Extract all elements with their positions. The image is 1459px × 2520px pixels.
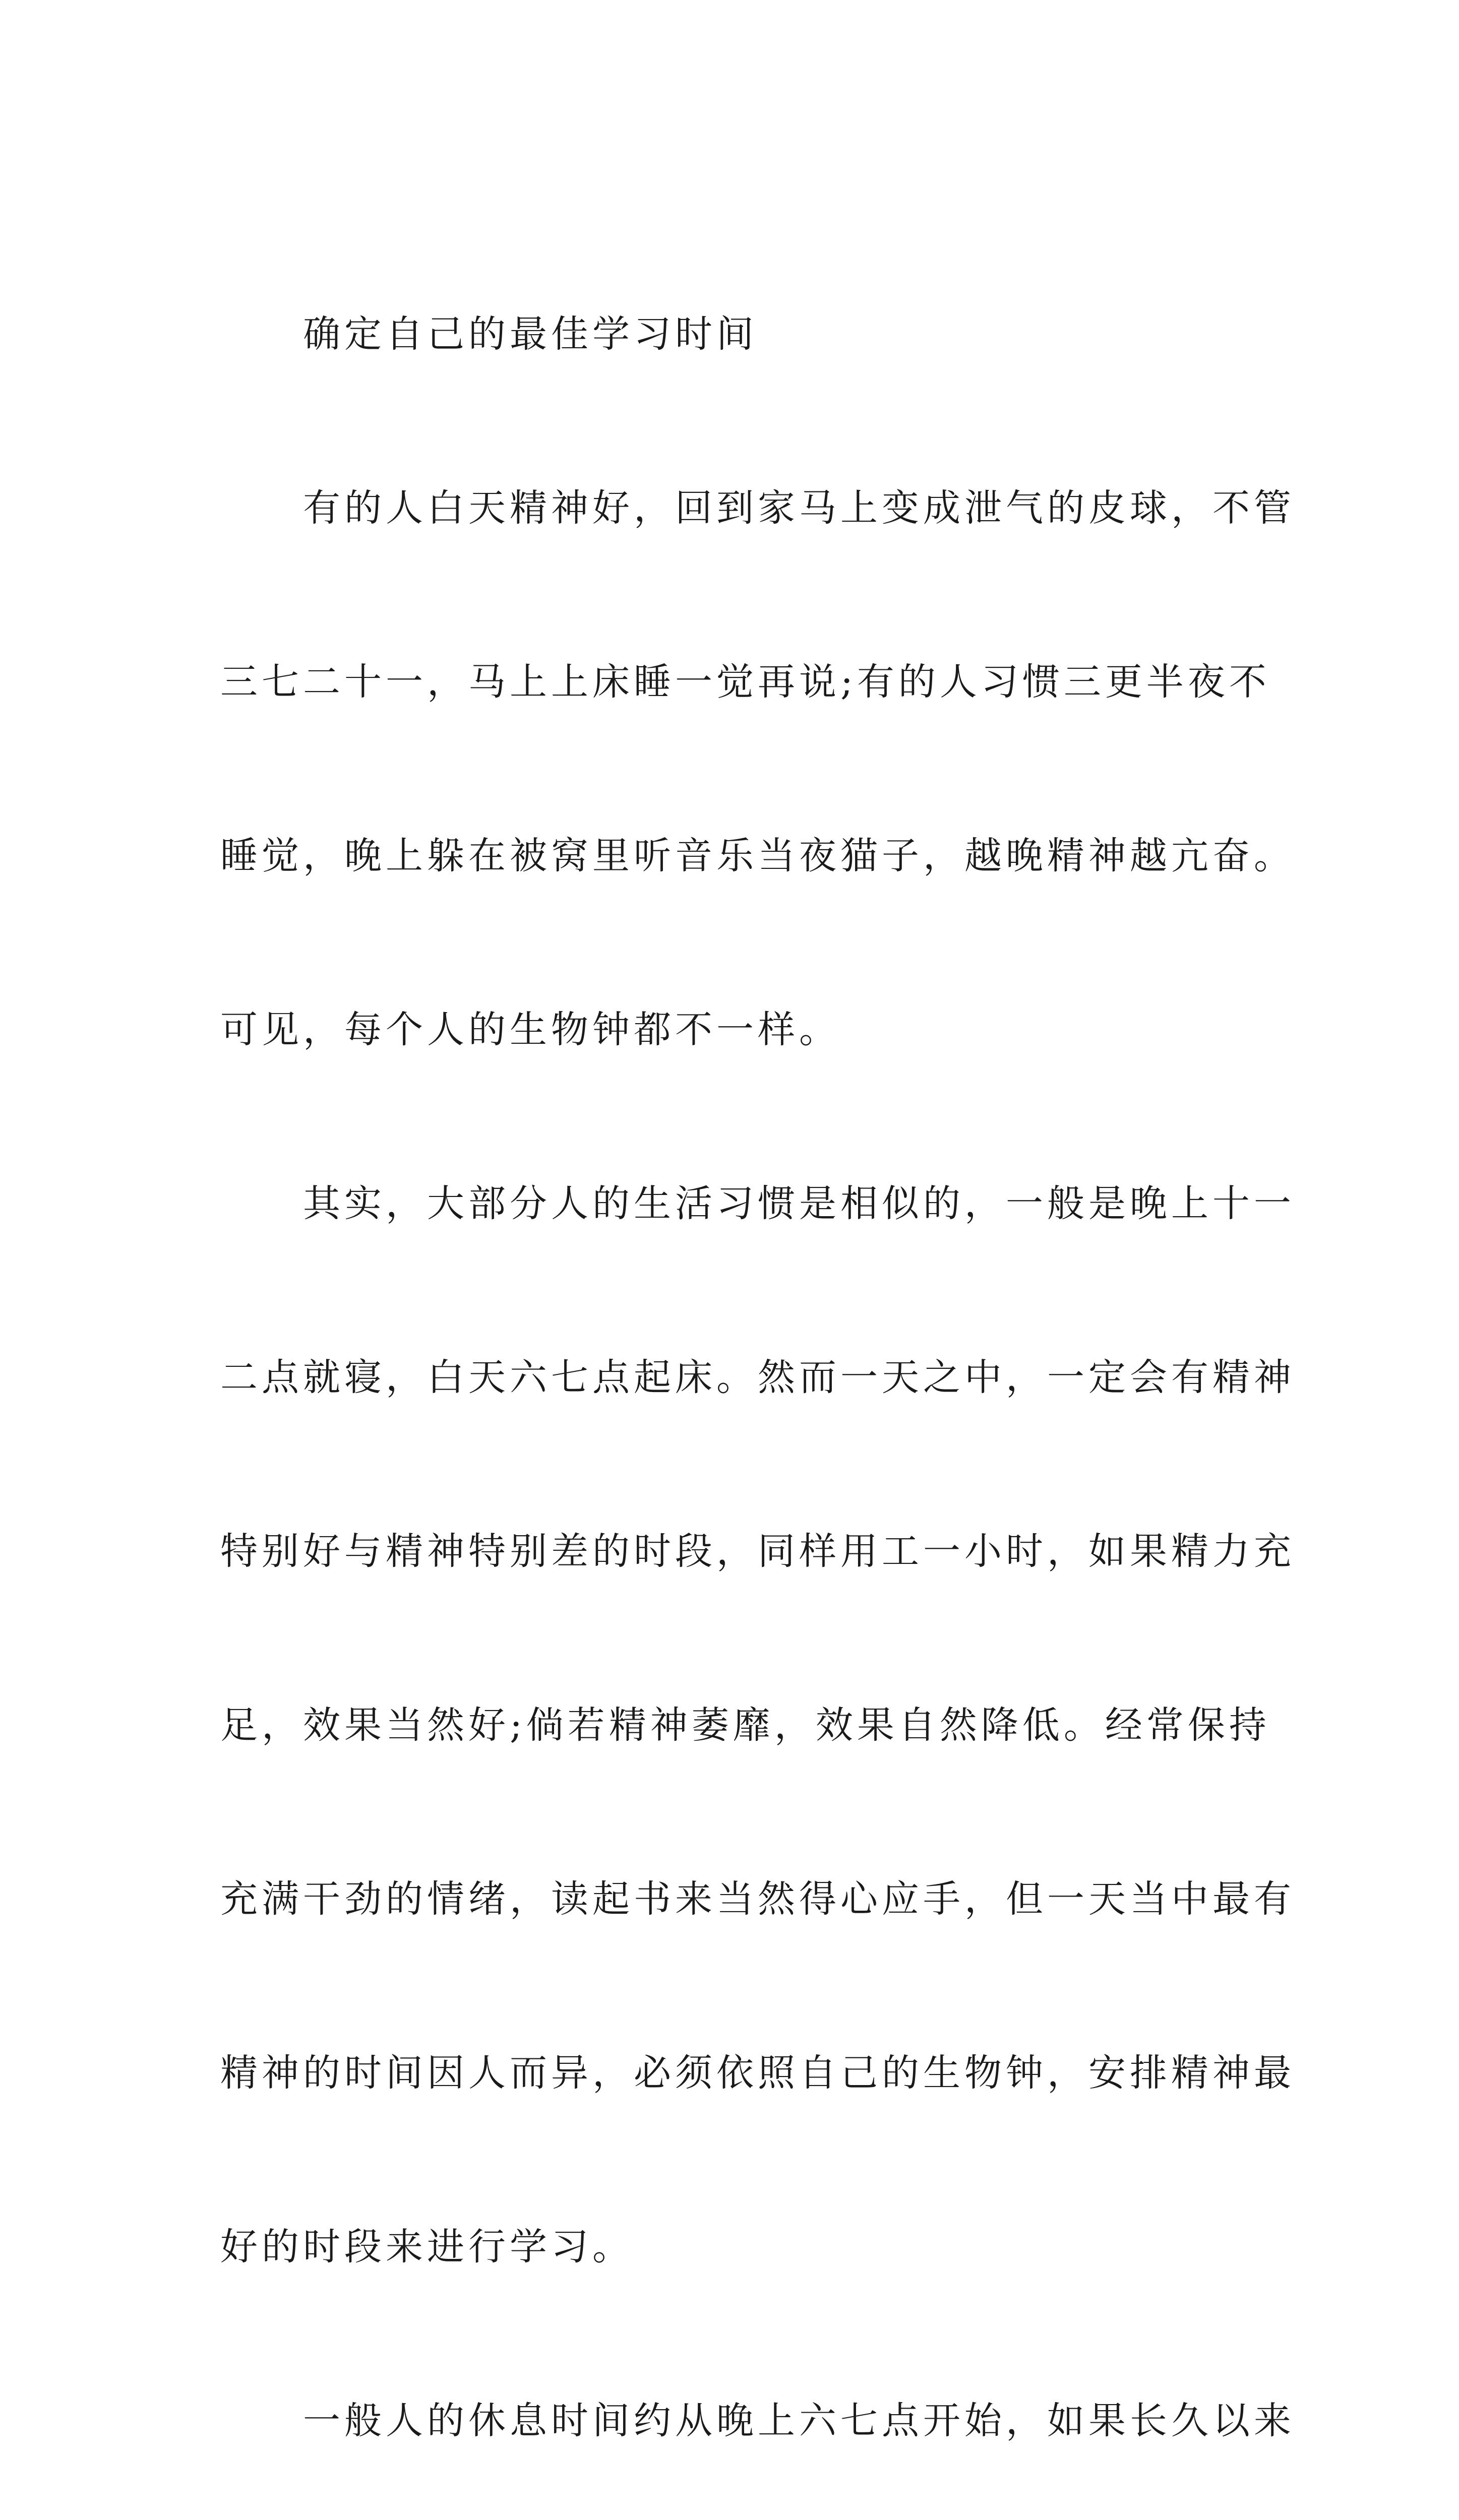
text-line: 足，效果当然好;倘若精神萎靡，效果自然降低。经常保持 [220,1704,1270,1747]
text-line: 特别好与精神特别差的时段，同样用工一小时，如果精力充 [220,1530,1295,1573]
text-line: 二点就寝，白天六七点起床。然而一天之中，一定会有精神 [220,1356,1295,1399]
text-line: 好的时段来进行学习。 [220,2225,634,2269]
text-line: 充满干劲的情绪，读起书来当然得心应手，但一天当中最有 [220,1877,1295,1921]
text-line: 有的人白天精神好，回到家马上变成泄气的皮球，不管 [220,486,1295,530]
document-text [220,190,1295,2520]
text-line: 睡觉，晚上躲在被窝里听音乐当夜猫子，越晚精神越亢奋。 [220,834,1295,877]
text-line: 其实，大部分人的生活习惯是相似的，一般是晚上十一 [220,1182,1295,1225]
text-line: 三七二十一，马上上床睡一觉再说;有的人习惯三更半夜不 [220,660,1270,704]
text-line: 一般人的休息时间约从晚上六七点开始，如果长久以来 [220,2399,1295,2442]
text-line: 可见，每个人的生物钟都不一样。 [220,1008,840,1051]
text-line: 精神的时间因人而异，必须依照自己的生物钟，安排精神最 [220,2051,1295,2095]
text-line: 确定自己的最佳学习时间 [220,312,758,356]
